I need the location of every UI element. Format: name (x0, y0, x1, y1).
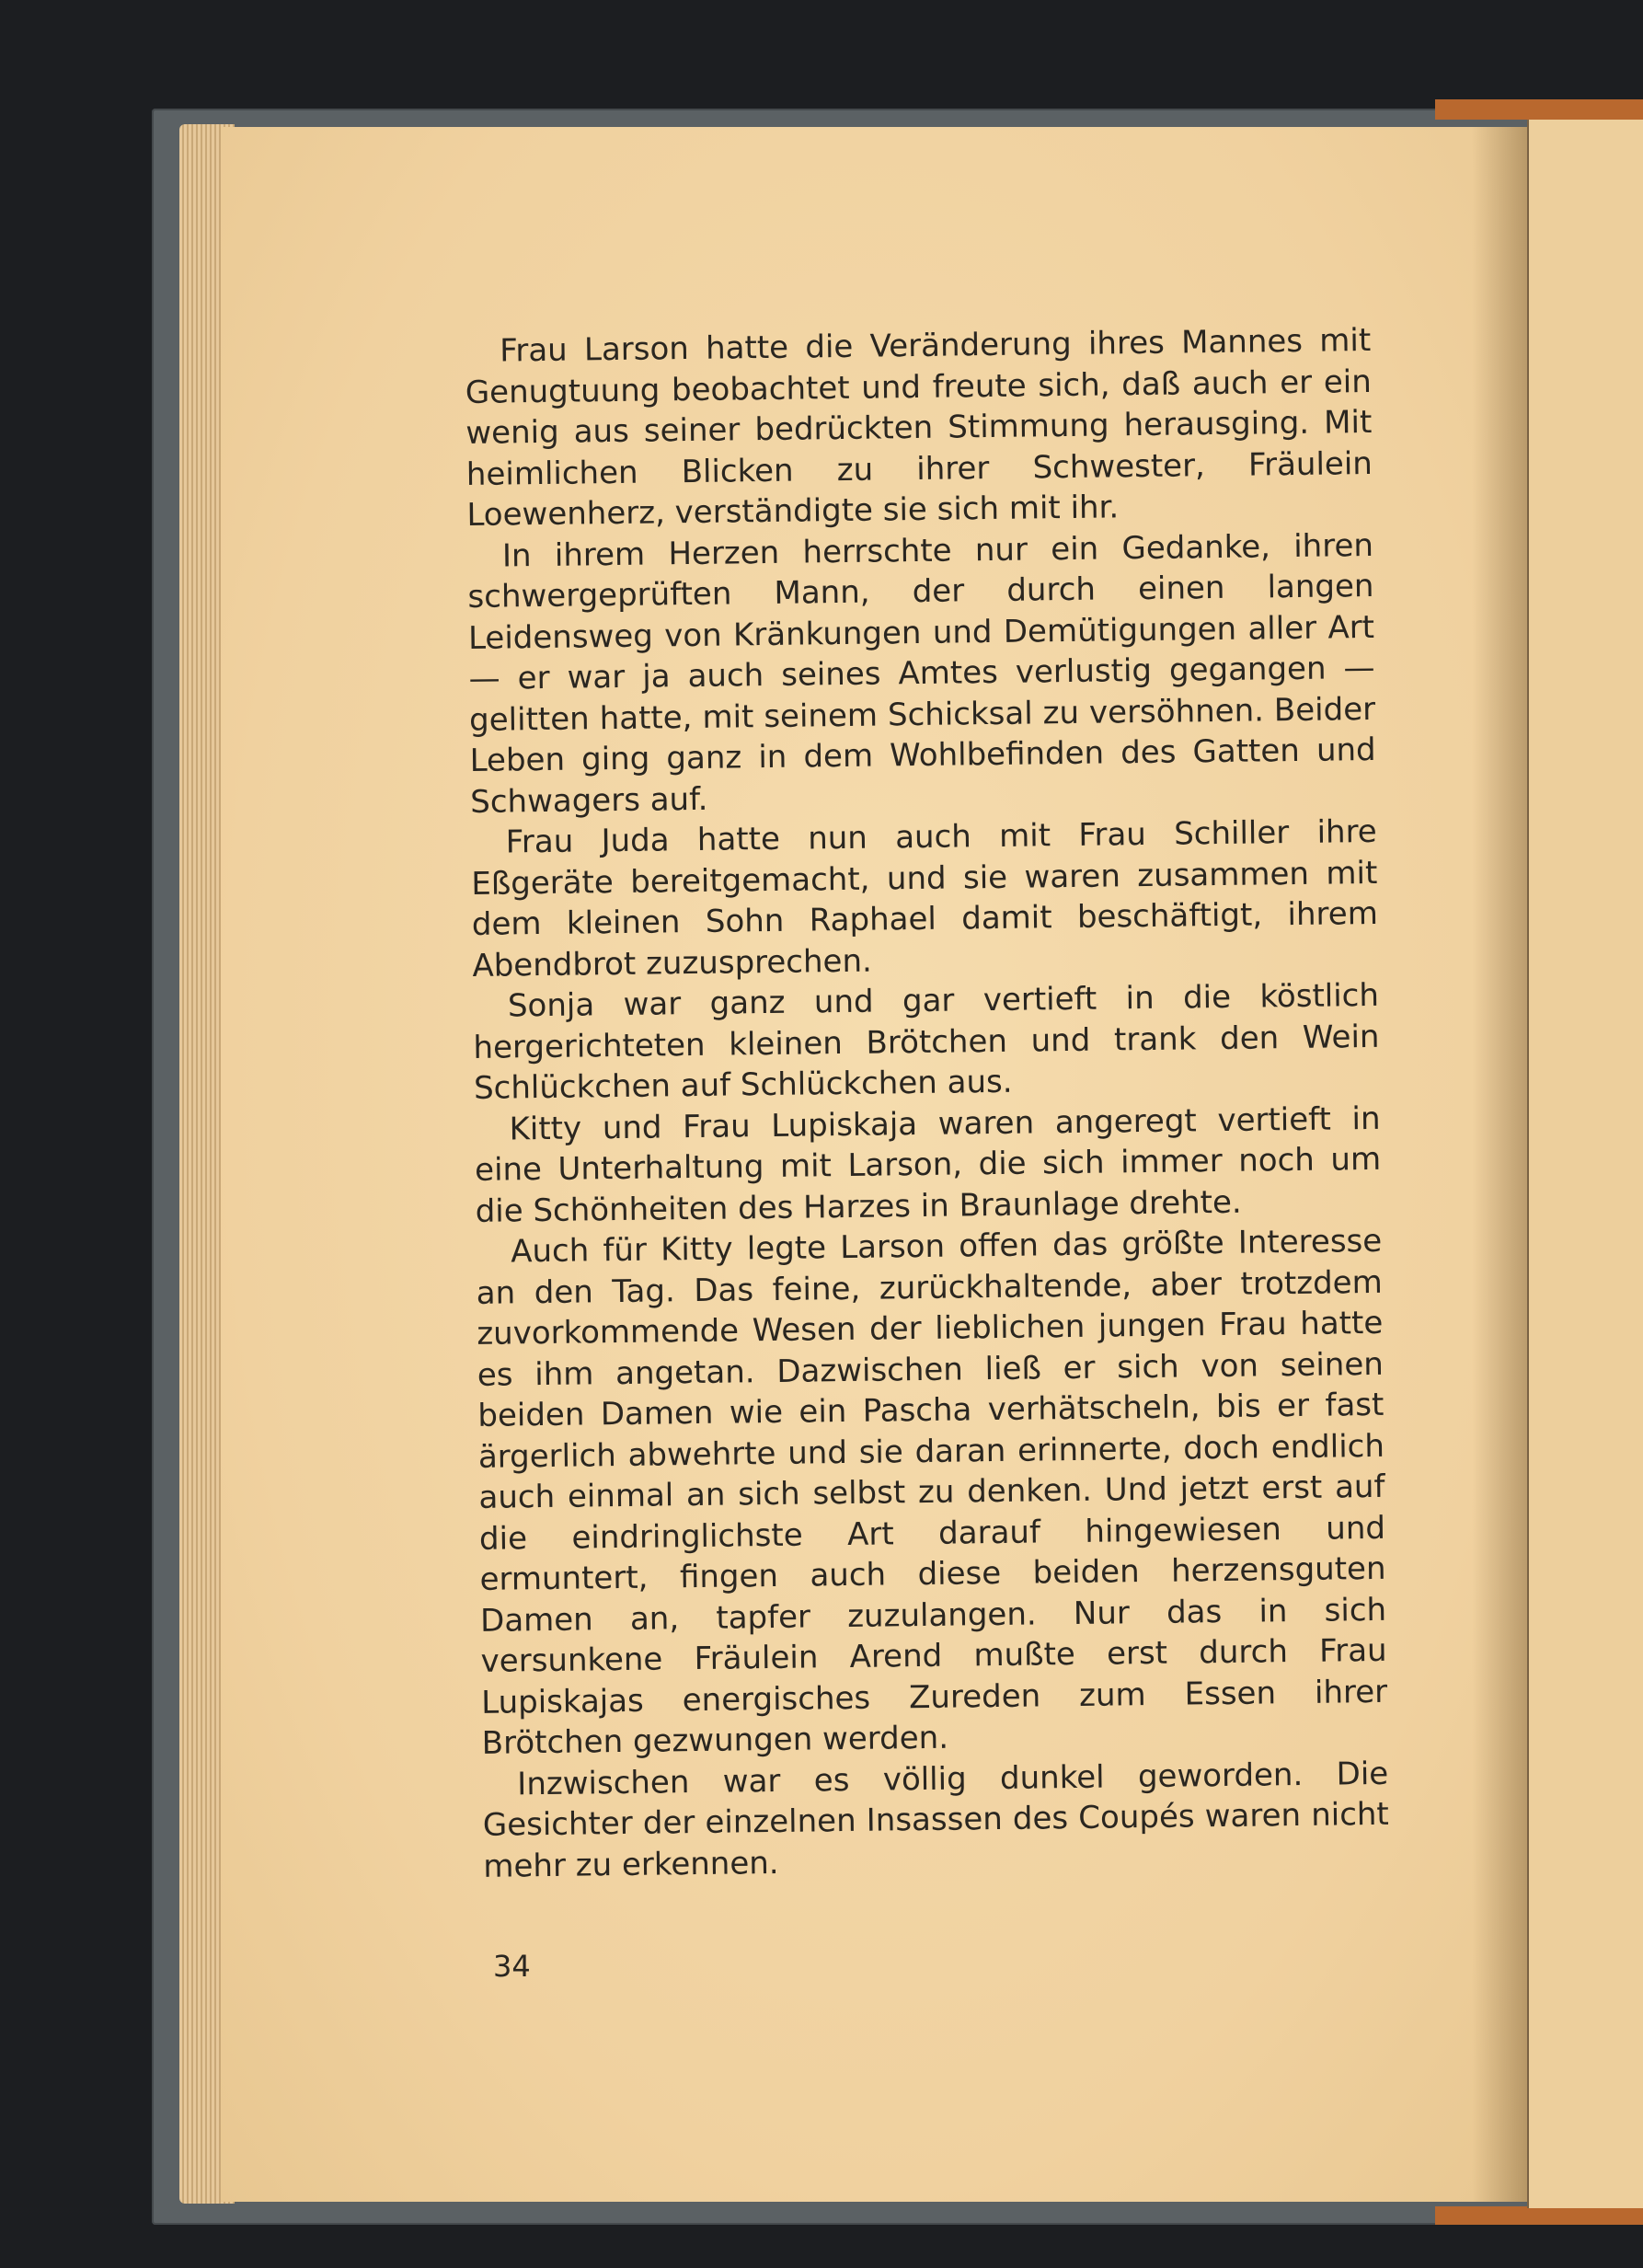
page-edge-bottom (1435, 2206, 1643, 2225)
paragraph: Auch für Kitty legte Larson offen das größte Interesse an den Tag. Das feine, zurückhaltende, aber trotzdem zuvorkommende Wesen der lieblichen jungen Frau hatte es ihm angetan. Dazwischen ließ er sich von seinen beiden Damen wie ein Pascha verhätscheln, bis er fast ärgerlich abwehrte und sie daran erinnerte, doch endlich auch einmal an sich selbst zu denken. Und jetzt erst auf die eindringlichste Art darauf hingewiesen und ermuntert, fingen auch diese beiden herzensguten Damen an, tapfer zuzulangen. Nur das in sich versunkene Fräulein Arend mußte erst durch Frau Lupiskajas energisches Zureden zum Essen ihrer Brötchen gezwungen werden. (476, 1222, 1388, 1762)
paragraph: Sonja war ganz und gar vertieft in die köstlich hergerichteten kleinen Brötchen und trank den Wein Schlückchen auf Schlückchen aus. (473, 976, 1380, 1107)
paragraph: Kitty und Frau Lupiskaja waren angeregt vertieft in eine Unterhaltung mit Larson, die sich immer noch um die Schönheiten des Harzes in Braunlage drehte. (474, 1099, 1382, 1230)
facing-page-edge (1527, 120, 1643, 2208)
page-edge-top (1435, 99, 1643, 120)
paragraph: Inzwischen war es völlig dunkel geworden. Die Gesichter der einzelnen Insassen des Coupés waren nicht mehr zu erkennen. (482, 1755, 1390, 1885)
page-text (465, 320, 1390, 1887)
paragraph: In ihrem Herzen herrschte nur ein Gedanke, ihren schwergeprüften Mann, der durch einen langen Leidensweg von Kränkungen und Demütigungen aller Art — er war ja auch seines Amtes verlustig gegangen — gelitten hatte, mit seinem Schicksal zu versöhnen. Beider Leben ging ganz in dem Wohlbefinden des Gatten und Schwagers auf. (467, 526, 1376, 821)
page-number: 34 (493, 1949, 531, 1984)
paragraph: Frau Juda hatte nun auch mit Frau Schiller ihre Eßgeräte bereitgemacht, und sie waren zusammen mit dem kleinen Sohn Raphael damit beschäftigt, ihrem Abendbrot zuzusprechen. (471, 812, 1379, 984)
paragraph: Frau Larson hatte die Veränderung ihres Mannes mit Genugtuung beobachtet und freute sich, daß auch er ein wenig aus seiner bedrückten Stimmung herausging. Mit heimlichen Blicken zu ihrer Schwester, Fräulein Loewenherz, verständigte sie sich mit ihr. (465, 321, 1373, 534)
gutter-shadow (1472, 127, 1527, 2202)
